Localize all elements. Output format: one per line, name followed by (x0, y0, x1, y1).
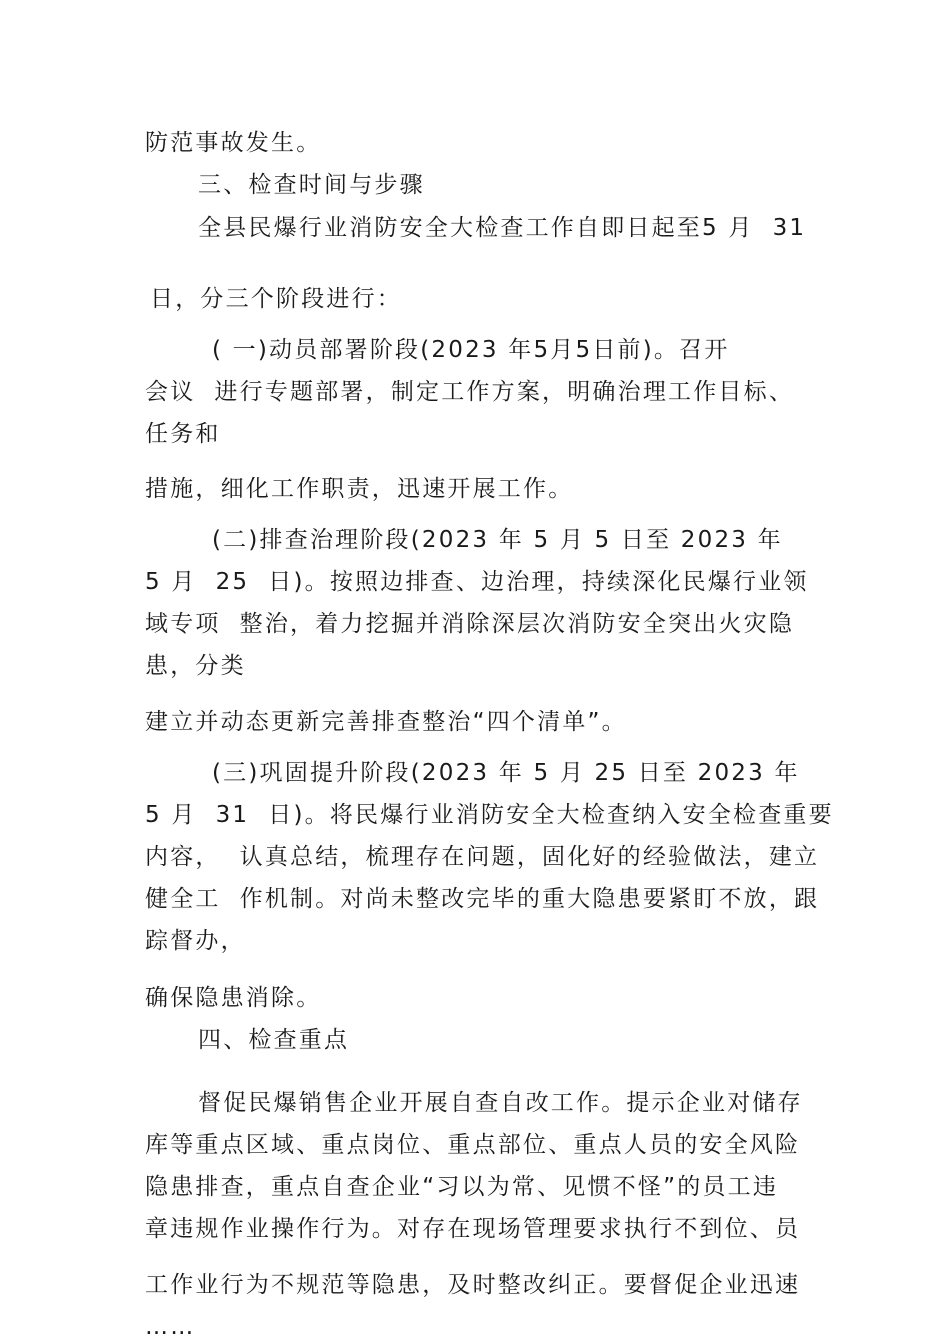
body-text-line: 库等重点区域、重点岗位、重点部位、重点人员的安全风险 (145, 1132, 801, 1158)
body-text-line: 工作业行为不规范等隐患，及时整改纠正。要督促企业迅速 (145, 1272, 801, 1298)
stage-two-line: (二)排查治理阶段(2023 年 5 月 5 日至 2023 年 (212, 527, 783, 553)
body-text-line: 5 月 25 日)。按照边排查、边治理，持续深化民爆行业领 (145, 569, 809, 595)
section-heading-schedule: 三、检查时间与步骤 (198, 172, 425, 198)
body-text-line: 会议 进行专题部署，制定工作方案，明确治理工作目标、 (145, 379, 795, 405)
body-text-line: 章违规作业操作行为。对存在现场管理要求执行不到位、员 (145, 1216, 801, 1242)
body-text-line: 隐患排查，重点自查企业“习以为常、见惯不怪”的员工违 (145, 1174, 779, 1200)
body-text-line: 日，分三个阶段进行： (150, 286, 402, 312)
stage-one-line: ( 一)动员部署阶段(2023 年5月5日前)。召开 (212, 337, 730, 363)
body-text-line: …… (145, 1314, 196, 1340)
section-heading-focus: 四、检查重点 (198, 1027, 350, 1053)
body-text-line: 建立并动态更新完善排查整治“四个清单”。 (145, 709, 627, 735)
body-text-line: 踪督办， (145, 928, 246, 954)
body-text-line: 患，分类 (145, 653, 246, 679)
stage-three-line: (三)巩固提升阶段(2023 年 5 月 25 日至 2023 年 (212, 760, 800, 786)
body-text-line: 内容， 认真总结，梳理存在问题，固化好的经验做法，建立 (145, 844, 820, 870)
body-text-line: 5 月 31 日)。将民爆行业消防安全大检查纳入安全检查重要 (145, 802, 834, 828)
body-text-line: 全县民爆行业消防安全大检查工作自即日起至5 月 31 (198, 215, 807, 241)
body-text-line: 确保隐患消除。 (145, 985, 322, 1011)
body-text-line: 任务和 (145, 421, 221, 447)
body-text-line: 措施，细化工作职责，迅速开展工作。 (145, 476, 574, 502)
body-text-line: 健全工 作机制。对尚未整改完毕的重大隐患要紧盯不放，跟 (145, 886, 820, 912)
body-text-line: 督促民爆销售企业开展自查自改工作。提示企业对储存 (198, 1090, 803, 1116)
body-text-line: 域专项 整治，着力挖掘并消除深层次消防安全突出火灾隐 (145, 611, 795, 637)
body-text-line: 防范事故发生。 (145, 130, 322, 156)
